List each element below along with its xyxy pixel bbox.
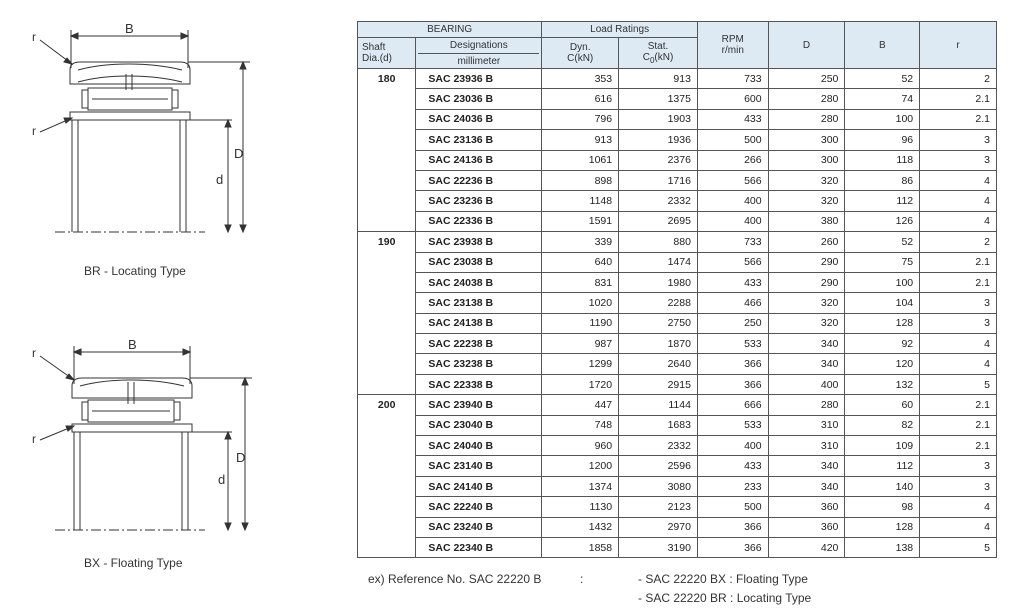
shaft-diameter-cell: 190 [358, 232, 416, 395]
r-radius-cell: 3 [920, 476, 997, 496]
r-radius-cell: 3 [920, 293, 997, 313]
d-outer-cell: 320 [768, 293, 845, 313]
designation-cell: SAC 22238 B [416, 334, 542, 354]
d-outer-cell: 280 [768, 395, 845, 415]
rpm-cell: 500 [697, 130, 768, 150]
r-radius-cell: 2 [920, 69, 997, 89]
header-load-ratings: Load Ratings [542, 22, 698, 38]
br-drawing [40, 30, 250, 232]
r-radius-cell: 2.1 [920, 89, 997, 109]
table-row [358, 497, 997, 517]
bx-label-r-inner: r [32, 432, 36, 446]
d-outer-cell: 300 [768, 150, 845, 170]
rpm-cell: 400 [697, 191, 768, 211]
dyn-cell: 353 [542, 69, 619, 89]
d-outer-cell: 320 [768, 191, 845, 211]
rpm-cell: 250 [697, 313, 768, 333]
rpm-cell: 266 [697, 150, 768, 170]
table-row [358, 130, 997, 150]
d-outer-cell: 250 [768, 69, 845, 89]
dyn-cell: 748 [542, 415, 619, 435]
dyn-cell: 1130 [542, 497, 619, 517]
rpm-cell: 566 [697, 252, 768, 272]
table-row [358, 293, 997, 313]
table-row [358, 69, 997, 89]
dyn-cell: 447 [542, 395, 619, 415]
designation-cell: SAC 22240 B [416, 497, 542, 517]
rpm-cell: 433 [697, 456, 768, 476]
stat-cell: 2915 [619, 374, 698, 394]
rpm-cell: 566 [697, 170, 768, 190]
stat-cell: 2376 [619, 150, 698, 170]
stat-cell: 1474 [619, 252, 698, 272]
rpm-cell: 666 [697, 395, 768, 415]
dyn-cell: 796 [542, 109, 619, 129]
b-width-cell: 86 [845, 170, 920, 190]
dyn-cell: 616 [542, 89, 619, 109]
b-width-cell: 52 [845, 69, 920, 89]
designation-cell: SAC 24136 B [416, 150, 542, 170]
b-width-cell: 96 [845, 130, 920, 150]
r-radius-cell: 4 [920, 517, 997, 537]
d-outer-cell: 360 [768, 497, 845, 517]
b-width-cell: 128 [845, 313, 920, 333]
designation-cell: SAC 22336 B [416, 211, 542, 231]
dyn-cell: 1200 [542, 456, 619, 476]
designation-cell: SAC 24138 B [416, 313, 542, 333]
header-rpm-label: RPM [721, 34, 744, 45]
b-width-cell: 140 [845, 476, 920, 496]
footer-locating: - SAC 22220 BR : Locating Type [638, 591, 812, 605]
rpm-cell: 366 [697, 537, 768, 557]
bx-label-d-inner: d [218, 472, 226, 487]
dyn-cell: 640 [542, 252, 619, 272]
dyn-cell: 1432 [542, 517, 619, 537]
d-outer-cell: 400 [768, 374, 845, 394]
r-radius-cell: 2.1 [920, 272, 997, 292]
b-width-cell: 120 [845, 354, 920, 374]
header-designations-label: Designations [418, 40, 539, 54]
stat-cell: 2970 [619, 517, 698, 537]
designation-cell: SAC 23040 B [416, 415, 542, 435]
rpm-cell: 433 [697, 272, 768, 292]
stat-cell: 880 [619, 232, 698, 252]
bearing-spec-table [357, 21, 997, 558]
designation-cell: SAC 24038 B [416, 272, 542, 292]
designation-cell: SAC 23240 B [416, 517, 542, 537]
stat-cell: 1375 [619, 89, 698, 109]
stat-cell: 2332 [619, 436, 698, 456]
rpm-cell: 233 [697, 476, 768, 496]
br-label-b: B [125, 21, 134, 36]
dyn-cell: 1020 [542, 293, 619, 313]
b-width-cell: 98 [845, 497, 920, 517]
header-stat-unit [621, 52, 695, 65]
br-label-r-inner: r [32, 124, 36, 138]
b-width-cell: 118 [845, 150, 920, 170]
b-width-cell: 60 [845, 395, 920, 415]
table-row [358, 109, 997, 129]
rpm-cell: 533 [697, 334, 768, 354]
r-radius-cell: 4 [920, 334, 997, 354]
table-row [358, 313, 997, 333]
r-radius-cell: 3 [920, 150, 997, 170]
bearing-drawings [0, 0, 340, 615]
header-stat-unit-c: C [642, 52, 650, 63]
r-radius-cell: 2.1 [920, 109, 997, 129]
r-radius-cell: 4 [920, 497, 997, 517]
rpm-cell: 366 [697, 354, 768, 374]
d-outer-cell: 310 [768, 415, 845, 435]
stat-cell: 2596 [619, 456, 698, 476]
designation-cell: SAC 22340 B [416, 537, 542, 557]
table-row [358, 334, 997, 354]
designation-cell: SAC 22236 B [416, 170, 542, 190]
stat-cell: 3190 [619, 537, 698, 557]
d-outer-cell: 300 [768, 130, 845, 150]
table-row [358, 89, 997, 109]
r-radius-cell: 3 [920, 456, 997, 476]
dyn-cell: 1061 [542, 150, 619, 170]
d-outer-cell: 380 [768, 211, 845, 231]
d-outer-cell: 420 [768, 537, 845, 557]
b-width-cell: 112 [845, 191, 920, 211]
shaft-diameter-cell: 200 [358, 395, 416, 558]
b-width-cell: 112 [845, 456, 920, 476]
r-radius-cell: 4 [920, 211, 997, 231]
table-row [358, 150, 997, 170]
table-row [358, 170, 997, 190]
stat-cell: 2695 [619, 211, 698, 231]
rpm-cell: 600 [697, 89, 768, 109]
b-width-cell: 128 [845, 517, 920, 537]
shaft-diameter-cell: 180 [358, 69, 416, 232]
dyn-cell: 831 [542, 272, 619, 292]
r-radius-cell: 5 [920, 537, 997, 557]
designation-cell: SAC 24040 B [416, 436, 542, 456]
rpm-cell: 400 [697, 436, 768, 456]
designation-cell: SAC 23238 B [416, 354, 542, 374]
table-row [358, 191, 997, 211]
header-stat-unit-kn: (kN) [654, 52, 674, 63]
br-label-r-outer: r [32, 30, 36, 44]
r-radius-cell: 2.1 [920, 395, 997, 415]
header-designations-unit: millimeter [457, 55, 501, 67]
bx-label-d-outer: D [236, 450, 246, 465]
header-stat-unit-sub: 0 [649, 56, 655, 65]
table-row [358, 476, 997, 496]
header-b-width: B [845, 22, 920, 69]
d-outer-cell: 320 [768, 170, 845, 190]
stat-cell: 2288 [619, 293, 698, 313]
d-outer-cell: 290 [768, 252, 845, 272]
designation-cell: SAC 23136 B [416, 130, 542, 150]
footer-example: ex) Reference No. SAC 22220 B [368, 572, 542, 586]
stat-cell: 913 [619, 69, 698, 89]
header-shaft-unit: Dia.(d) [362, 53, 393, 64]
designation-cell: SAC 24140 B [416, 476, 542, 496]
header-dyn [542, 38, 619, 69]
table-row [358, 232, 997, 252]
stat-cell: 1144 [619, 395, 698, 415]
table-body [358, 69, 997, 558]
stat-cell: 1903 [619, 109, 698, 129]
rpm-cell: 533 [697, 415, 768, 435]
rpm-cell: 500 [697, 497, 768, 517]
footer-colon: : [580, 572, 584, 586]
designation-cell: SAC 23140 B [416, 456, 542, 476]
dyn-cell: 1190 [542, 313, 619, 333]
d-outer-cell: 310 [768, 436, 845, 456]
r-radius-cell: 3 [920, 313, 997, 333]
stat-cell: 2640 [619, 354, 698, 374]
dyn-cell: 1591 [542, 211, 619, 231]
dyn-cell: 1858 [542, 537, 619, 557]
stat-cell: 1980 [619, 272, 698, 292]
d-outer-cell: 280 [768, 89, 845, 109]
b-width-cell: 126 [845, 211, 920, 231]
designation-cell: SAC 24036 B [416, 109, 542, 129]
bx-label-b: B [128, 337, 137, 352]
dyn-cell: 987 [542, 334, 619, 354]
table-row [358, 415, 997, 435]
table-header [358, 22, 997, 69]
designation-cell: SAC 23036 B [416, 89, 542, 109]
table-row [358, 354, 997, 374]
d-outer-cell: 260 [768, 232, 845, 252]
dyn-cell: 1720 [542, 374, 619, 394]
b-width-cell: 109 [845, 436, 920, 456]
stat-cell: 3080 [619, 476, 698, 496]
designation-cell: SAC 23038 B [416, 252, 542, 272]
designation-cell: SAC 23236 B [416, 191, 542, 211]
br-label-d-inner: d [216, 172, 224, 187]
header-bearing: BEARING [358, 22, 542, 38]
dyn-cell: 1374 [542, 476, 619, 496]
rpm-cell: 733 [697, 69, 768, 89]
dyn-cell: 339 [542, 232, 619, 252]
r-radius-cell: 2 [920, 232, 997, 252]
d-outer-cell: 290 [768, 272, 845, 292]
table-row [358, 211, 997, 231]
header-shaft-label: Shaft [362, 42, 386, 53]
table-row [358, 517, 997, 537]
bx-label-r-outer: r [32, 346, 36, 360]
header-rpm [697, 22, 768, 69]
b-width-cell: 75 [845, 252, 920, 272]
header-stat [619, 38, 698, 69]
header-stat-label: Stat. [647, 41, 669, 52]
table-row [358, 395, 997, 415]
footer-floating: - SAC 22220 BX : Floating Type [638, 572, 808, 586]
designation-cell: SAC 23940 B [416, 395, 542, 415]
b-width-cell: 92 [845, 334, 920, 354]
br-label-d-outer: D [234, 146, 244, 161]
stat-cell: 1716 [619, 170, 698, 190]
b-width-cell: 82 [845, 415, 920, 435]
designation-cell: SAC 23138 B [416, 293, 542, 313]
b-width-cell: 138 [845, 537, 920, 557]
r-radius-cell: 4 [920, 170, 997, 190]
stat-cell: 2332 [619, 191, 698, 211]
designation-cell: SAC 22338 B [416, 374, 542, 394]
d-outer-cell: 320 [768, 313, 845, 333]
rpm-cell: 733 [697, 232, 768, 252]
table-row [358, 272, 997, 292]
designation-cell: SAC 23936 B [416, 69, 542, 89]
b-width-cell: 132 [845, 374, 920, 394]
r-radius-cell: 2.1 [920, 252, 997, 272]
designation-cell: SAC 23938 B [416, 232, 542, 252]
table-row [358, 436, 997, 456]
stat-cell: 1683 [619, 415, 698, 435]
table-row [358, 537, 997, 557]
table-row [358, 456, 997, 476]
header-dyn-label: Dyn. [569, 42, 591, 53]
header-dyn-unit: C(kN) [567, 53, 594, 64]
r-radius-cell: 2.1 [920, 436, 997, 456]
stat-cell: 1936 [619, 130, 698, 150]
rpm-cell: 466 [697, 293, 768, 313]
b-width-cell: 52 [845, 232, 920, 252]
d-outer-cell: 340 [768, 476, 845, 496]
br-caption: BR - Locating Type [84, 264, 186, 278]
r-radius-cell: 4 [920, 191, 997, 211]
d-outer-cell: 340 [768, 334, 845, 354]
bx-caption: BX - Floating Type [84, 556, 183, 570]
d-outer-cell: 360 [768, 517, 845, 537]
stat-cell: 2123 [619, 497, 698, 517]
bx-drawing [40, 346, 252, 530]
d-outer-cell: 340 [768, 354, 845, 374]
dyn-cell: 898 [542, 170, 619, 190]
dyn-cell: 1299 [542, 354, 619, 374]
dyn-cell: 960 [542, 436, 619, 456]
rpm-cell: 433 [697, 109, 768, 129]
header-shaft [358, 38, 416, 69]
header-r-radius: r [920, 22, 997, 69]
r-radius-cell: 4 [920, 354, 997, 374]
header-designations [416, 38, 542, 69]
table-row [358, 374, 997, 394]
header-d-outer: D [768, 22, 845, 69]
dyn-cell: 913 [542, 130, 619, 150]
stat-cell: 2750 [619, 313, 698, 333]
b-width-cell: 100 [845, 109, 920, 129]
rpm-cell: 366 [697, 517, 768, 537]
header-rpm-unit: r/min [721, 45, 744, 56]
r-radius-cell: 5 [920, 374, 997, 394]
dyn-cell: 1148 [542, 191, 619, 211]
d-outer-cell: 280 [768, 109, 845, 129]
b-width-cell: 104 [845, 293, 920, 313]
b-width-cell: 74 [845, 89, 920, 109]
table-row [358, 252, 997, 272]
stat-cell: 1870 [619, 334, 698, 354]
rpm-cell: 366 [697, 374, 768, 394]
r-radius-cell: 2.1 [920, 415, 997, 435]
d-outer-cell: 340 [768, 456, 845, 476]
r-radius-cell: 3 [920, 130, 997, 150]
b-width-cell: 100 [845, 272, 920, 292]
rpm-cell: 400 [697, 211, 768, 231]
